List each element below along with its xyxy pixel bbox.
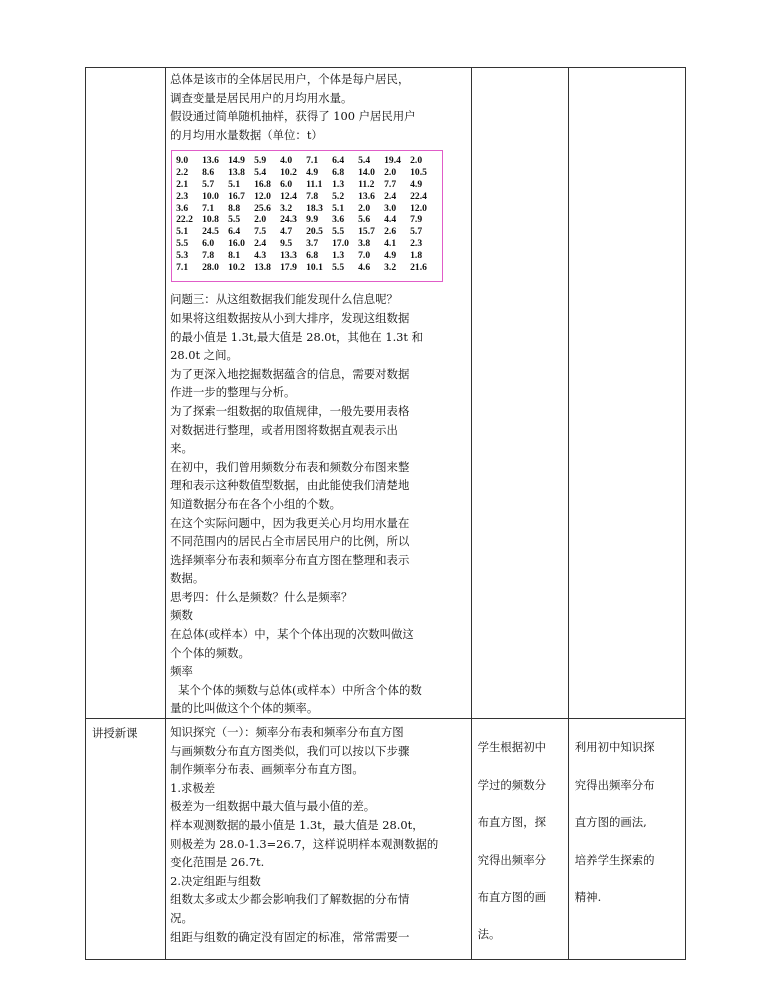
data-value: 5.1 — [228, 178, 241, 190]
data-value: 7.0 — [358, 249, 371, 261]
data-value: 20.5 — [306, 226, 323, 238]
data-value: 3.0 — [384, 202, 397, 214]
data-value: 24.3 — [280, 214, 297, 226]
text-line: 在初中，我们曾用频数分布表和频数分布图来整 — [170, 459, 410, 474]
data-value: 8.6 — [202, 167, 215, 179]
data-value: 3.2 — [384, 261, 397, 273]
data-value: 3.8 — [358, 237, 371, 249]
text-line: 理和表示这种数值型数据，由此能使我们清楚地 — [170, 478, 410, 493]
table-row — [86, 68, 686, 719]
data-value: 10.2 — [280, 167, 297, 179]
text-line: 在总体(或样本）中，某个个体出现的次数叫做这 — [170, 627, 414, 642]
data-value: 2.6 — [384, 226, 397, 238]
table-row — [86, 719, 686, 960]
data-value: 10.8 — [202, 214, 219, 226]
student-activity-cell — [471, 68, 568, 719]
data-value: 6.8 — [306, 249, 319, 261]
data-value: 18.3 — [306, 202, 323, 214]
data-value: 9.5 — [280, 237, 293, 249]
text-line: 布直方图的画 — [477, 889, 546, 904]
data-value: 9.9 — [306, 214, 319, 226]
data-value: 4.7 — [280, 226, 293, 238]
text-line: 个个体的频数。 — [170, 645, 250, 660]
text-line: 学过的频数分 — [477, 777, 546, 792]
data-value: 5.5 — [176, 237, 189, 249]
text-line: 为了探索一组数据的取值规律，一般先要用表格 — [170, 403, 410, 418]
text-line: 样本观测数据的最小值是 1.3t，最大值是 28.0t， — [170, 818, 424, 832]
text-line: 总体是该市的全体居民用户，个体是每户居民， — [170, 72, 410, 86]
data-value: 3.7 — [306, 237, 319, 249]
text-line: 不同范围内的居民占全市居民用户的比例，所以 — [170, 534, 410, 549]
data-value: 17.0 — [332, 237, 349, 249]
text-line: 究得出频率分 — [477, 852, 546, 867]
data-value: 11.1 — [306, 178, 323, 190]
data-value: 5.7 — [202, 178, 215, 190]
data-value: 2.4 — [384, 190, 397, 202]
text-line: 量的比叫做这个个体的频率。 — [170, 701, 319, 716]
data-value: 6.8 — [332, 167, 345, 179]
data-value: 13.8 — [228, 167, 245, 179]
data-value: 6.0 — [280, 178, 293, 190]
data-value: 8.1 — [228, 249, 241, 261]
data-value: 8.8 — [228, 202, 241, 214]
text-line: 直方图的画法, — [574, 815, 647, 830]
data-value: 9.0 — [176, 155, 189, 167]
text-line: 为了更深入地挖掘数据蕴含的信息，需要对数据 — [170, 366, 410, 381]
data-value: 5.1 — [332, 202, 345, 214]
text-line: 法。 — [477, 927, 501, 942]
text-line: 2.决定组距与组数 — [170, 873, 261, 888]
data-value: 1.3 — [332, 249, 345, 261]
text-line: 知识探究（一）：频率分布表和频率分布直方图 — [170, 725, 404, 740]
text-line: 如果将这组数据按从小到大排序，发现这组数据 — [170, 310, 410, 325]
text-line: 假设通过简单随机抽样，获得了 100 户居民用户 — [170, 109, 416, 124]
data-value: 4.3 — [254, 249, 267, 261]
stage-label: 讲授新课 — [92, 726, 138, 741]
text-line: 制作频率分布表、画频率分布直方图。 — [170, 762, 364, 777]
data-value: 4.4 — [384, 214, 397, 226]
design-intent-cell — [568, 719, 685, 960]
text-line: 精神. — [574, 889, 602, 904]
data-value: 3.2 — [280, 202, 293, 214]
data-value: 4.0 — [280, 155, 293, 167]
data-value: 1.8 — [410, 249, 423, 261]
stage-label — [86, 68, 165, 74]
data-value: 11.2 — [358, 178, 375, 190]
data-value: 4.9 — [306, 167, 319, 179]
data-value: 10.5 — [410, 167, 427, 179]
data-value: 6.4 — [228, 226, 241, 238]
data-value: 1.3 — [332, 178, 345, 190]
data-value: 12.0 — [254, 190, 271, 202]
data-value: 13.3 — [280, 249, 297, 261]
data-value: 6.0 — [202, 237, 215, 249]
data-value: 4.6 — [358, 261, 371, 273]
data-value: 5.5 — [332, 226, 345, 238]
data-value: 4.9 — [410, 178, 423, 190]
text-line: 则极差为 28.0-1.3=26.7，这样说明样本观测数据的 — [170, 836, 439, 851]
text-line: 况。 — [170, 910, 193, 925]
water-usage-data-table — [171, 150, 443, 282]
data-value: 22.4 — [410, 190, 427, 202]
data-value: 10.2 — [228, 261, 245, 273]
text-line: 频数 — [170, 608, 193, 623]
data-value: 6.4 — [332, 155, 345, 167]
data-value: 19.4 — [384, 155, 401, 167]
data-value: 7.9 — [410, 214, 423, 226]
data-value: 15.7 — [358, 226, 375, 238]
data-value: 2.4 — [254, 237, 267, 249]
data-value: 16.0 — [228, 237, 245, 249]
data-value: 5.7 — [410, 226, 423, 238]
data-value: 10.0 — [202, 190, 219, 202]
text-line: 极差为一组数据中最大值与最小值的差。 — [170, 799, 376, 814]
text-line: 布直方图，探 — [477, 815, 546, 830]
lesson-plan-table — [85, 67, 686, 960]
stage-label-cell — [86, 719, 166, 960]
data-value: 13.8 — [254, 261, 271, 273]
data-value: 25.6 — [254, 202, 271, 214]
data-value: 7.5 — [254, 226, 267, 238]
data-value: 2.3 — [176, 190, 189, 202]
data-value: 24.5 — [202, 226, 219, 238]
data-value: 28.0 — [202, 261, 219, 273]
text-line: 利用初中知识探 — [574, 740, 655, 755]
text-line: 与画频数分布直方图类似，我们可以按以下步骤 — [170, 743, 410, 758]
data-value: 5.4 — [254, 167, 267, 179]
data-value: 5.1 — [176, 226, 189, 238]
text-line: 组数太多或太少都会影响我们了解数据的分布情 — [170, 892, 410, 907]
data-value: 7.8 — [306, 190, 319, 202]
data-value: 5.6 — [358, 214, 371, 226]
data-value: 12.0 — [410, 202, 427, 214]
text-line: 某个个体的频数与总体(或样本）中所含个体的数 — [178, 682, 422, 697]
text-line: 组距与组数的确定没有固定的标准，常常需要一 — [170, 929, 410, 944]
text-line: 作进一步的整理与分析。 — [170, 385, 296, 400]
text-line: 究得出频率分布 — [574, 777, 655, 792]
data-value: 4.9 — [384, 249, 397, 261]
text-line: 选择频率分布表和频率分布直方图在整理和表示 — [170, 552, 410, 567]
data-value: 14.9 — [228, 155, 245, 167]
teaching-content-cell — [166, 68, 472, 719]
data-value: 5.3 — [176, 249, 189, 261]
design-intent-cell — [568, 68, 685, 719]
text-line: 数据。 — [170, 571, 205, 586]
data-value: 16.7 — [228, 190, 245, 202]
text-line: 问题三：从这组数据我们能发现什么信息呢？ — [170, 292, 398, 307]
data-value: 5.2 — [332, 190, 345, 202]
data-value: 17.9 — [280, 261, 297, 273]
data-value: 7.8 — [202, 249, 215, 261]
data-grid — [176, 155, 436, 279]
data-value: 21.6 — [410, 261, 427, 273]
data-value: 16.8 — [254, 178, 271, 190]
data-value: 5.5 — [228, 214, 241, 226]
data-value: 7.1 — [306, 155, 319, 167]
text-line: 28.0t 之间。 — [170, 348, 238, 363]
data-value: 4.1 — [384, 237, 397, 249]
data-value: 14.0 — [358, 167, 375, 179]
text-line: 在这个实际问题中，因为我更关心月均用水量在 — [170, 515, 410, 530]
data-value: 2.0 — [384, 167, 397, 179]
stage-label-cell — [86, 68, 166, 719]
data-value: 5.9 — [254, 155, 267, 167]
data-value: 3.6 — [332, 214, 345, 226]
text-line: 对数据进行整理，或者用图将数据直观表示出 — [170, 422, 398, 437]
data-value: 5.4 — [358, 155, 371, 167]
data-value: 7.1 — [202, 202, 215, 214]
data-value: 7.1 — [176, 261, 189, 273]
text-line: 频率 — [170, 664, 193, 679]
data-value: 2.2 — [176, 167, 189, 179]
data-value: 7.7 — [384, 178, 397, 190]
data-value: 22.2 — [176, 214, 193, 226]
data-value: 10.1 — [306, 261, 323, 273]
data-value: 5.5 — [332, 261, 345, 273]
data-value: 12.4 — [280, 190, 297, 202]
data-value: 2.3 — [410, 237, 423, 249]
text-line: 思考四：什么是频数？什么是频率？ — [170, 589, 353, 604]
data-value: 2.0 — [254, 214, 267, 226]
text-line: 的最小值是 1.3t,最大值是 28.0t，其他在 1.3t 和 — [170, 329, 424, 344]
text-line: 的月均用水量数据（单位：t） — [170, 127, 323, 142]
student-activity-cell — [471, 719, 568, 960]
text-line: 1.求极差 — [170, 780, 216, 795]
data-value: 2.0 — [358, 202, 371, 214]
text-line: 培养学生探索的 — [574, 852, 655, 867]
teaching-content-cell — [166, 719, 472, 960]
data-value: 2.1 — [176, 178, 189, 190]
text-line: 学生根据初中 — [477, 740, 546, 755]
data-value: 13.6 — [358, 190, 375, 202]
text-line: 变化范围是 26.7t. — [170, 855, 265, 870]
data-value: 13.6 — [202, 155, 219, 167]
data-value: 3.6 — [176, 202, 189, 214]
data-value: 2.0 — [410, 155, 423, 167]
text-line: 来。 — [170, 441, 193, 456]
text-line: 知道数据分布在各个小组的个数。 — [170, 496, 341, 511]
text-line: 调查变量是居民用户的月均用水量。 — [170, 90, 353, 105]
